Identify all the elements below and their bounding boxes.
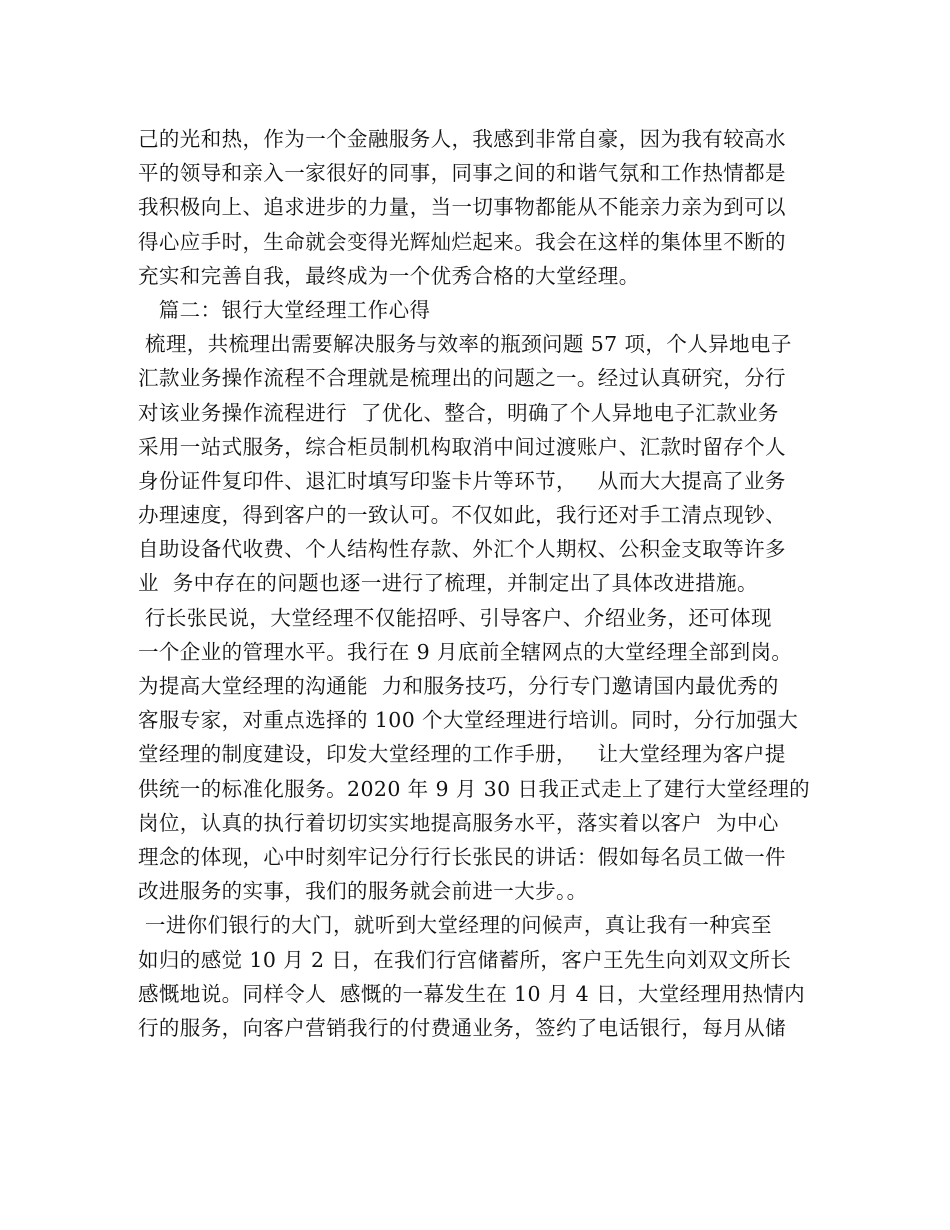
text-line: 改进服务的实事，我们的服务就会前进一大步。。 <box>138 879 588 904</box>
text-line: 自助设备代收费、个人结构性存款、外汇个人期权、公积金支取等许多 <box>138 537 786 562</box>
text-line: 为提高大堂经理的沟通能 力和服务技巧，分行专门邀请国内最优秀的 <box>138 674 779 698</box>
text-line: 一进你们银行的大门，就听到大堂经理的问候声，真让我有一种宾至 <box>138 913 772 938</box>
text-line: 己的光和热，作为一个金融服务人，我感到非常自豪，因为我有较高水 <box>138 127 786 151</box>
text-line: 我积极向上、追求进步的力量，当一切事物都能从不能亲力亲为到可以 <box>138 195 786 220</box>
text-line: 对该业务操作流程进行 了优化、整合，明确了个人异地电子汇款业务 <box>138 400 779 425</box>
text-line: 客服专家，对重点选择的 100 个大堂经理进行培训。同时，分行加强大 <box>138 708 799 733</box>
text-line: 行的服务，向客户营销我行的付费通业务，签约了电话银行，每月从储 <box>138 1015 786 1040</box>
text-line: 梳理，共梳理出需要解决服务与效率的瓶颈问题 57 项，个人异地电子 <box>138 332 792 357</box>
text-line: 办理速度，得到客户的一致认可。不仅如此，我行还对手工清点现钞、 <box>138 503 786 528</box>
text-line: 采用一站式服务，综合柜员制机构取消中间过渡账户、汇款时留存个人 <box>138 434 786 459</box>
document-body <box>138 122 814 1045</box>
text-line: 身份证件复印件、退汇时填写印鉴卡片等环节， 从而大大提高了业务 <box>138 468 786 493</box>
text-line: 岗位，认真的执行着切切实实地提高服务水平，落实着以客户 为中心 <box>138 810 779 835</box>
text-line: 感慨地说。同样令人 感慨的一幕发生在 10 月 4 日，大堂经理用热情内 <box>138 981 806 1006</box>
text-line: 业 务中存在的问题也逐一进行了梳理，并制定出了具体改进措施。 <box>138 571 758 596</box>
section-heading: 篇二：银行大堂经理工作心得 <box>138 297 431 322</box>
text-line: 行长张民说，大堂经理不仅能招呼、引导客户、介绍业务，还可体现 <box>138 605 772 630</box>
text-line: 堂经理的制度建设，印发大堂经理的工作手册， 让大堂经理为客户提 <box>138 742 786 767</box>
text-line: 供统一的标准化服务。2020 年 9 月 30 日我正式走上了建行大堂经理的 <box>138 776 811 801</box>
text-line: 平的领导和亲入一家很好的同事，同事之间的和谐气氛和工作热情都是 <box>138 161 786 186</box>
text-line: 如归的感觉 10 月 2 日，在我们行宫储蓄所，客户王先生向刘双文所长 <box>138 947 792 972</box>
text-line: 理念的体现，心中时刻牢记分行行长张民的讲话：假如每名员工做一件 <box>138 844 786 869</box>
text-line: 充实和完善自我，最终成为一个优秀合格的大堂经理。 <box>138 263 640 288</box>
text-line: 一个企业的管理水平。我行在 9 月底前全辖网点的大堂经理全部到岗。 <box>138 639 793 664</box>
text-line: 汇款业务操作流程不合理就是梳理出的问题之一。经过认真研究，分行 <box>138 366 786 391</box>
text-line: 得心应手时，生命就会变得光辉灿烂起来。我会在这样的集体里不断的 <box>138 229 786 254</box>
